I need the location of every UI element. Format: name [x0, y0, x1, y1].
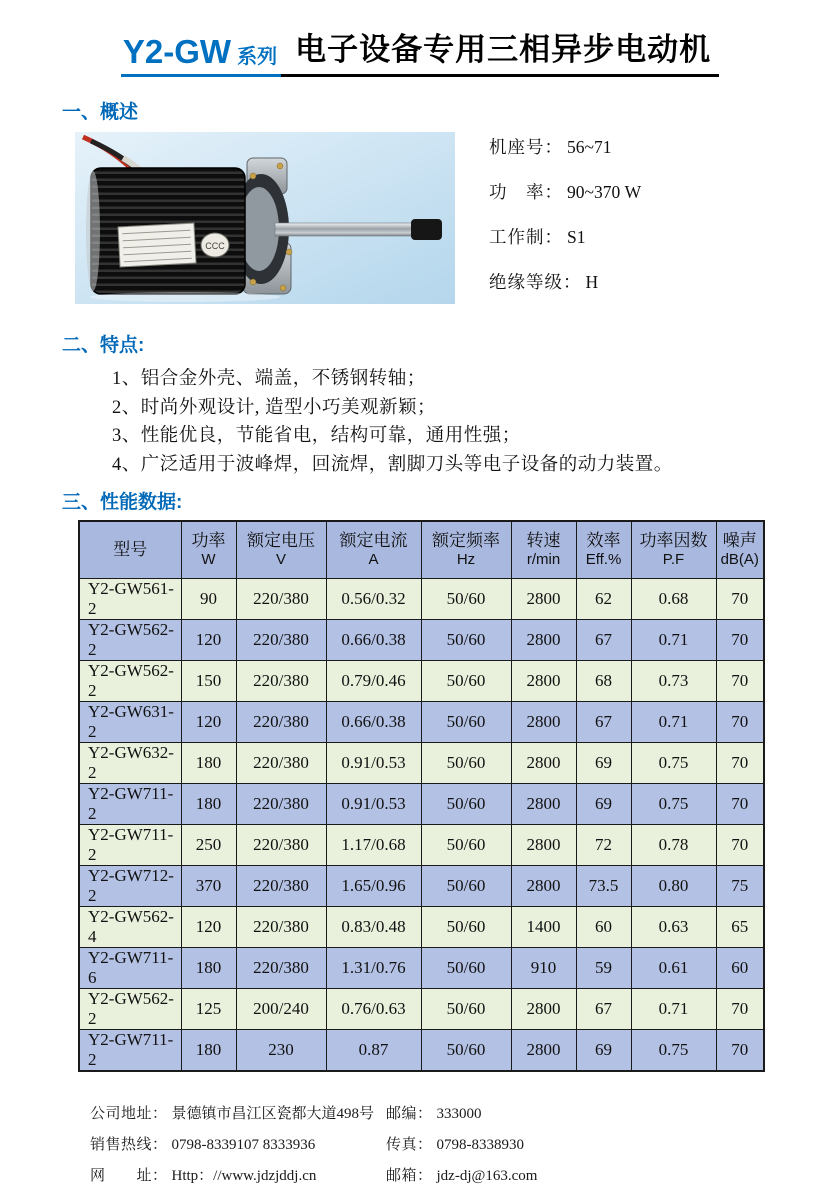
value-cell: 2800	[511, 619, 576, 660]
value-cell: 125	[181, 988, 236, 1029]
column-header-unit: A	[368, 551, 379, 569]
ccc-mark	[201, 233, 229, 257]
value-cell: 90	[181, 578, 236, 619]
column-header-unit: V	[275, 551, 286, 569]
value-cell: 2800	[511, 1029, 576, 1071]
value-cell: 65	[716, 906, 764, 947]
table-row	[79, 865, 764, 906]
model-cell: Y2-GW562-2	[79, 988, 181, 1029]
feature-list	[112, 365, 840, 479]
value-cell: 2800	[511, 660, 576, 701]
spec-label: 工作制：	[489, 227, 563, 247]
footer-value: 景德镇市昌江区瓷都大道498号	[171, 1105, 375, 1122]
overview-content	[75, 132, 840, 318]
reflection	[90, 292, 280, 302]
footer-value: jdz-dj@163.com	[436, 1167, 538, 1184]
table-row	[79, 947, 764, 988]
feature-item: 3、性能优良，节能省电，结构可靠，通用性强；	[112, 426, 521, 446]
footer-line	[90, 1106, 840, 1123]
model-cell: Y2-GW562-4	[79, 906, 181, 947]
value-cell: 70	[716, 824, 764, 865]
value-cell: 50/60	[421, 783, 511, 824]
column-header	[511, 521, 576, 578]
table-row	[79, 701, 764, 742]
section-heading-performance: 三、性能数据:	[62, 492, 183, 513]
value-cell: 70	[716, 660, 764, 701]
value-cell: 0.66/0.38	[326, 701, 421, 742]
value-cell: 220/380	[236, 619, 326, 660]
footer-item	[90, 1168, 386, 1185]
value-cell: 0.79/0.46	[326, 660, 421, 701]
model-cell: Y2-GW711-2	[79, 1029, 181, 1071]
value-cell: 69	[576, 742, 631, 783]
spec-label: 绝缘等级：	[489, 272, 582, 292]
value-cell: 220/380	[236, 578, 326, 619]
footer-value: Http：//www.jdzjddj.cn	[171, 1167, 317, 1184]
value-cell: 50/60	[421, 742, 511, 783]
value-cell: 200/240	[236, 988, 326, 1029]
spec-label: 功 率：	[489, 182, 563, 202]
value-cell: 2800	[511, 578, 576, 619]
footer	[90, 1106, 840, 1185]
title-series	[121, 33, 281, 77]
value-cell: 2800	[511, 824, 576, 865]
page-title	[121, 0, 719, 77]
table-body	[79, 578, 764, 1071]
value-cell: 50/60	[421, 701, 511, 742]
column-header	[326, 521, 421, 578]
column-header-unit: r/min	[526, 551, 561, 569]
value-cell: 220/380	[236, 742, 326, 783]
column-header-unit: W	[201, 551, 216, 569]
model-cell: Y2-GW562-2	[79, 619, 181, 660]
value-cell: 1.65/0.96	[326, 865, 421, 906]
value-cell: 70	[716, 701, 764, 742]
model-cell: Y2-GW632-2	[79, 742, 181, 783]
footer-value: 333000	[436, 1105, 482, 1122]
footer-value: 0798-8338930	[436, 1136, 525, 1153]
table-row	[79, 619, 764, 660]
column-header	[576, 521, 631, 578]
model-cell: Y2-GW562-2	[79, 660, 181, 701]
value-cell: 120	[181, 619, 236, 660]
section-heading-features: 二、特点:	[62, 335, 145, 356]
value-cell: 0.78	[631, 824, 716, 865]
value-cell: 60	[716, 947, 764, 988]
motor-photo	[75, 132, 455, 304]
table-row	[79, 660, 764, 701]
value-cell: 1.17/0.68	[326, 824, 421, 865]
value-cell: 0.75	[631, 783, 716, 824]
column-header-name: 效率	[586, 531, 621, 551]
value-cell: 50/60	[421, 906, 511, 947]
footer-label: 传真：	[386, 1136, 433, 1153]
value-cell: 220/380	[236, 906, 326, 947]
column-header-name: 型号	[113, 540, 148, 560]
value-cell: 0.87	[326, 1029, 421, 1071]
value-cell: 220/380	[236, 660, 326, 701]
value-cell: 70	[716, 619, 764, 660]
value-cell: 0.75	[631, 1029, 716, 1071]
value-cell: 62	[576, 578, 631, 619]
overview-specs	[489, 132, 641, 318]
value-cell: 0.71	[631, 988, 716, 1029]
motor-shaft	[275, 223, 423, 236]
model-cell: Y2-GW711-2	[79, 824, 181, 865]
spec-row	[489, 228, 641, 247]
value-cell: 70	[716, 1029, 764, 1071]
value-cell: 0.71	[631, 619, 716, 660]
value-cell: 0.83/0.48	[326, 906, 421, 947]
footer-label: 邮编：	[386, 1105, 433, 1122]
footer-line	[90, 1137, 840, 1154]
value-cell: 50/60	[421, 988, 511, 1029]
value-cell: 120	[181, 701, 236, 742]
value-cell: 70	[716, 988, 764, 1029]
spec-row	[489, 273, 641, 292]
value-cell: 59	[576, 947, 631, 988]
column-header	[421, 521, 511, 578]
feature-item: 1、铝合金外壳、端盖，不锈钢转轴；	[112, 369, 426, 389]
title-series-suffix: 系列	[237, 46, 278, 68]
table-header-row	[79, 521, 764, 578]
spec-row	[489, 138, 641, 157]
value-cell: 1400	[511, 906, 576, 947]
feature-item: 4、广泛适用于波峰焊，回流焊，割脚刀头等电子设备的动力装置。	[112, 454, 673, 475]
spec-value: 56~71	[567, 137, 612, 157]
value-cell: 50/60	[421, 578, 511, 619]
model-cell: Y2-GW561-2	[79, 578, 181, 619]
title-series-text: Y2-GW	[122, 33, 232, 70]
value-cell: 0.80	[631, 865, 716, 906]
footer-item	[90, 1137, 386, 1154]
value-cell: 50/60	[421, 947, 511, 988]
value-cell: 2800	[511, 742, 576, 783]
column-header-name: 噪声	[722, 531, 757, 551]
footer-item	[386, 1168, 537, 1185]
footer-item	[90, 1106, 386, 1123]
feature-item: 2、时尚外观设计, 造型小巧美观新颖；	[112, 397, 437, 418]
column-header-unit: P.F	[662, 551, 685, 569]
column-header-name: 额定电流	[339, 531, 408, 551]
column-header-unit: Eff.%	[585, 551, 622, 569]
value-cell: 0.68	[631, 578, 716, 619]
value-cell: 0.75	[631, 742, 716, 783]
value-cell: 370	[181, 865, 236, 906]
column-header	[631, 521, 716, 578]
table-row	[79, 742, 764, 783]
value-cell: 0.66/0.38	[326, 619, 421, 660]
value-cell: 2800	[511, 783, 576, 824]
value-cell: 67	[576, 701, 631, 742]
spec-row	[489, 183, 641, 202]
value-cell: 0.76/0.63	[326, 988, 421, 1029]
value-cell: 68	[576, 660, 631, 701]
body-left-rim	[86, 171, 100, 291]
value-cell: 70	[716, 578, 764, 619]
svg-text:CCC: CCC	[205, 241, 225, 251]
value-cell: 180	[181, 742, 236, 783]
value-cell: 50/60	[421, 824, 511, 865]
value-cell: 220/380	[236, 865, 326, 906]
column-header-name: 功率因数	[639, 531, 708, 551]
spec-value: S1	[567, 227, 586, 247]
value-cell: 910	[511, 947, 576, 988]
value-cell: 69	[576, 1029, 631, 1071]
spec-label: 机座号：	[489, 137, 563, 157]
table-row	[79, 578, 764, 619]
value-cell: 0.61	[631, 947, 716, 988]
title-main: 电子设备专用三相异步电动机	[281, 24, 719, 77]
value-cell: 180	[181, 1029, 236, 1071]
column-header-name: 功率	[191, 531, 226, 551]
spec-value: 90~370 W	[567, 182, 642, 202]
column-header	[716, 521, 764, 578]
nameplate	[118, 223, 196, 267]
value-cell: 69	[576, 783, 631, 824]
column-header	[181, 521, 236, 578]
column-header-name: 额定频率	[432, 531, 500, 551]
column-header-unit: Hz	[456, 551, 476, 569]
column-header-unit: dB(A)	[720, 551, 759, 569]
column-header-name: 额定电压	[247, 531, 315, 551]
value-cell: 70	[716, 783, 764, 824]
footer-label: 网 址：	[90, 1167, 168, 1184]
table-row	[79, 988, 764, 1029]
footer-value: 0798-8339107 8333936	[171, 1136, 316, 1153]
value-cell: 150	[181, 660, 236, 701]
model-cell: Y2-GW711-2	[79, 783, 181, 824]
value-cell: 50/60	[421, 660, 511, 701]
value-cell: 73.5	[576, 865, 631, 906]
value-cell: 180	[181, 947, 236, 988]
table-row	[79, 783, 764, 824]
table-row	[79, 906, 764, 947]
value-cell: 0.63	[631, 906, 716, 947]
footer-item	[386, 1137, 524, 1154]
value-cell: 220/380	[236, 783, 326, 824]
shaft-end-cap	[411, 219, 442, 240]
footer-label: 公司地址：	[90, 1105, 168, 1122]
value-cell: 120	[181, 906, 236, 947]
value-cell: 220/380	[236, 947, 326, 988]
value-cell: 72	[576, 824, 631, 865]
footer-label: 邮箱：	[386, 1167, 433, 1184]
value-cell: 230	[236, 1029, 326, 1071]
value-cell: 1.31/0.76	[326, 947, 421, 988]
value-cell: 0.71	[631, 701, 716, 742]
value-cell: 70	[716, 742, 764, 783]
column-header	[236, 521, 326, 578]
section-heading-overview: 一、概述	[62, 102, 139, 123]
model-cell: Y2-GW712-2	[79, 865, 181, 906]
value-cell: 50/60	[421, 619, 511, 660]
value-cell: 50/60	[421, 1029, 511, 1071]
value-cell: 2800	[511, 701, 576, 742]
table-row	[79, 1029, 764, 1071]
value-cell: 0.73	[631, 660, 716, 701]
value-cell: 67	[576, 619, 631, 660]
value-cell: 0.56/0.32	[326, 578, 421, 619]
spec-value: H	[585, 272, 599, 292]
model-cell: Y2-GW711-6	[79, 947, 181, 988]
value-cell: 2800	[511, 865, 576, 906]
footer-item	[386, 1106, 482, 1123]
performance-table	[78, 520, 765, 1072]
value-cell: 0.91/0.53	[326, 742, 421, 783]
footer-label: 销售热线：	[90, 1136, 168, 1153]
value-cell: 220/380	[236, 701, 326, 742]
value-cell: 75	[716, 865, 764, 906]
table-row	[79, 824, 764, 865]
value-cell: 50/60	[421, 865, 511, 906]
value-cell: 250	[181, 824, 236, 865]
footer-line	[90, 1168, 840, 1185]
value-cell: 67	[576, 988, 631, 1029]
value-cell: 60	[576, 906, 631, 947]
value-cell: 180	[181, 783, 236, 824]
value-cell: 2800	[511, 988, 576, 1029]
column-header	[79, 521, 181, 578]
column-header-name: 转速	[526, 531, 561, 551]
value-cell: 0.91/0.53	[326, 783, 421, 824]
value-cell: 220/380	[236, 824, 326, 865]
model-cell: Y2-GW631-2	[79, 701, 181, 742]
